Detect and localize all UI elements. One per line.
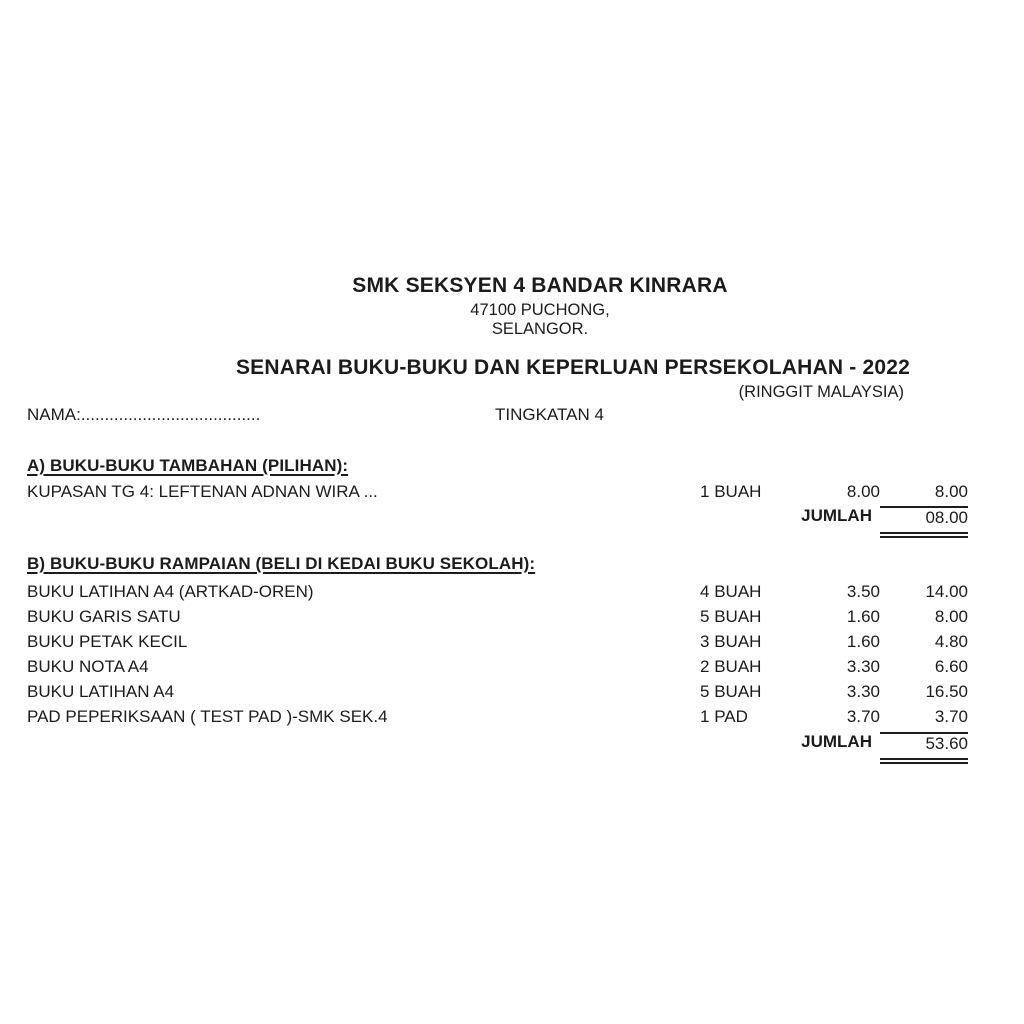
currency-note: (RINGGIT MALAYSIA) (738, 383, 904, 401)
item-amount: 16.50 (925, 682, 968, 701)
item-amount: 14.00 (925, 582, 968, 601)
item-unit: BUAH (714, 607, 762, 626)
item-unit-price: 3.50 (846, 582, 880, 601)
section-a-total-label: JUMLAH (801, 506, 872, 525)
item-qty-number: 4 (700, 582, 710, 601)
item-qty-number: 2 (700, 657, 710, 676)
student-name-field: NAMA:...................................... (27, 405, 261, 424)
item-quantity (700, 682, 780, 702)
item-quantity (700, 707, 780, 727)
item-qty-number: 5 (700, 682, 710, 701)
item-amount: 6.60 (934, 657, 968, 676)
item-row (27, 657, 968, 677)
section-b-total-row (27, 732, 968, 764)
item-row (27, 707, 968, 727)
item-unit: BUAH (714, 582, 762, 601)
item-quantity (700, 607, 780, 627)
class-label: TINGKATAN 4 (495, 405, 604, 424)
section-b-total-value: 53.60 (880, 732, 968, 764)
item-quantity (700, 582, 780, 602)
item-quantity (700, 482, 780, 502)
item-row (27, 482, 968, 502)
school-name: SMK SEKSYEN 4 BANDAR KINRARA (352, 274, 728, 297)
item-unit: BUAH (714, 682, 762, 701)
item-row (27, 632, 968, 652)
item-unit: BUAH (714, 632, 762, 651)
section-b-heading: B) BUKU-BUKU RAMPAIAN (BELI DI KEDAI BUKU SEKOLAH): (27, 554, 536, 573)
item-row (27, 607, 968, 627)
item-amount: 4.80 (934, 632, 968, 651)
item-description: BUKU LATIHAN A4 (ARTKAD-OREN) (27, 582, 314, 601)
section-a-total-value: 08.00 (880, 506, 968, 538)
section-a-heading: A) BUKU-BUKU TAMBAHAN (PILIHAN): (27, 456, 349, 475)
item-quantity (700, 632, 780, 652)
item-unit-price: 1.60 (846, 607, 880, 626)
item-amount: 3.70 (934, 707, 968, 726)
item-row (27, 682, 968, 702)
item-unit: BUAH (714, 657, 762, 676)
item-description: BUKU GARIS SATU (27, 607, 181, 626)
section-a-total-row (27, 506, 968, 538)
item-qty-number: 1 (700, 707, 710, 726)
item-quantity (700, 657, 780, 677)
school-address-line1: 47100 PUCHONG, (470, 301, 610, 319)
item-qty-number: 3 (700, 632, 710, 651)
item-description: BUKU PETAK KECIL (27, 632, 188, 651)
item-amount: 8.00 (934, 607, 968, 626)
item-description: BUKU NOTA A4 (27, 657, 149, 676)
item-description: BUKU LATIHAN A4 (27, 682, 175, 701)
item-qty-number: 5 (700, 607, 710, 626)
school-address-line2: SELANGOR. (491, 320, 589, 338)
item-unit-price: 3.30 (846, 682, 880, 701)
item-description: PAD PEPERIKSAAN ( TEST PAD )-SMK SEK.4 (27, 707, 388, 726)
item-unit: PAD (714, 707, 748, 726)
item-description: KUPASAN TG 4: LEFTENAN ADNAN WIRA ... (27, 482, 378, 501)
item-qty-number: 1 (700, 482, 710, 501)
item-unit-price: 8.00 (846, 482, 880, 501)
document-title: SENARAI BUKU-BUKU DAN KEPERLUAN PERSEKOLAHAN - 2022 (235, 356, 911, 379)
item-unit-price: 1.60 (846, 632, 880, 651)
item-amount: 8.00 (934, 482, 968, 501)
item-unit: BUAH (714, 482, 762, 501)
item-row (27, 582, 968, 602)
section-b-total-label: JUMLAH (801, 732, 872, 751)
item-unit-price: 3.70 (846, 707, 880, 726)
item-unit-price: 3.30 (846, 657, 880, 676)
